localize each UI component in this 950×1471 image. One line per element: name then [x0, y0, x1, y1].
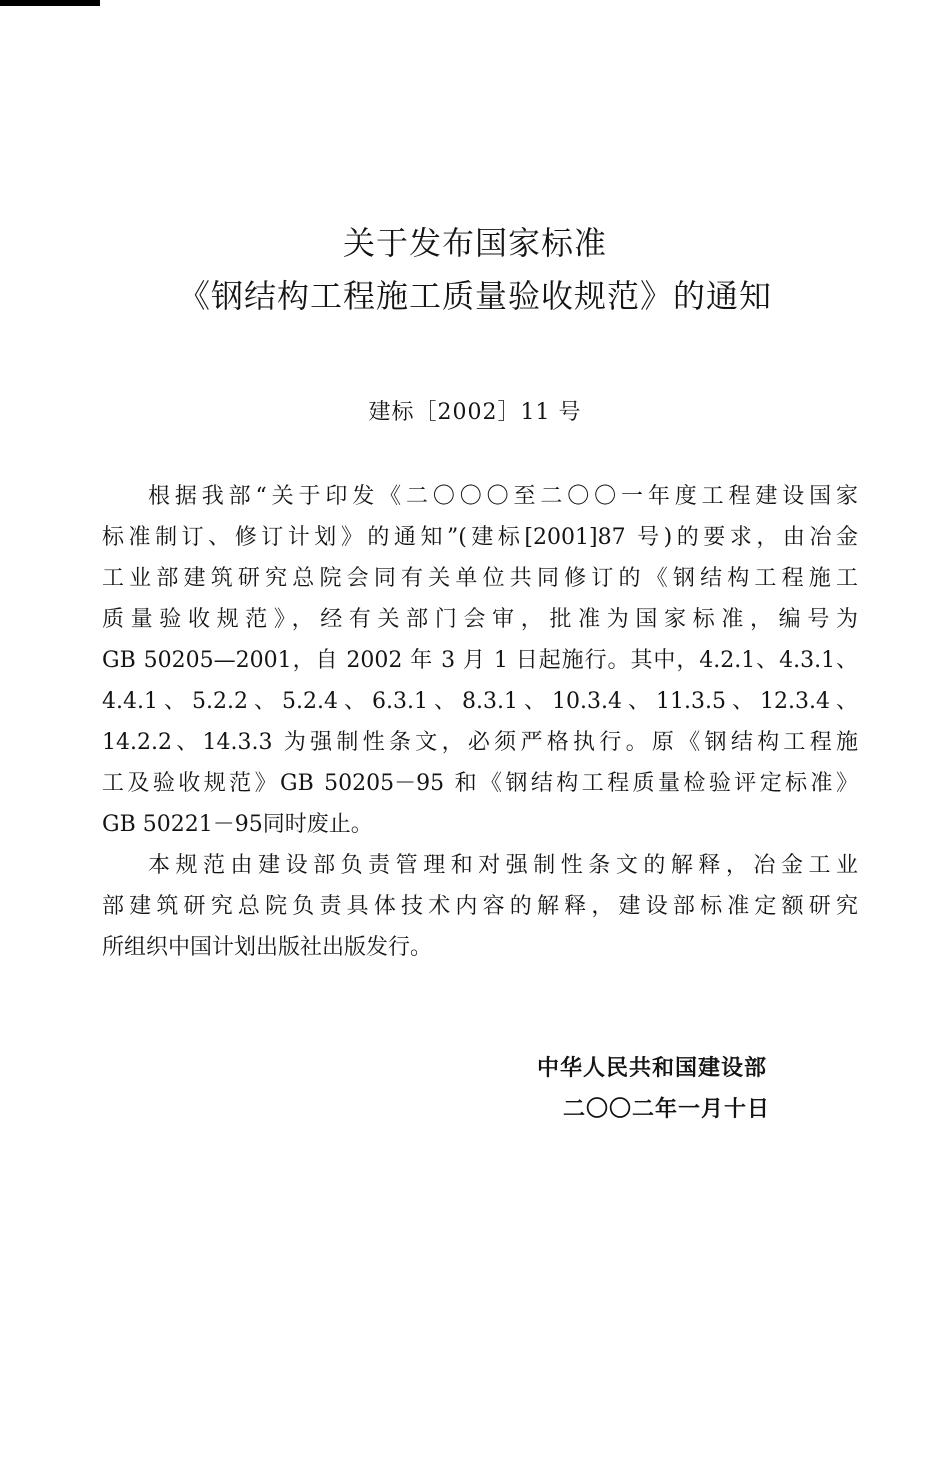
paragraph-1-line-5: GB 50205—2001，自 2002 年 3 月 1 日起施行。其中，4.2.1、4.3.1、	[102, 648, 858, 673]
paragraph-2-line-3: 所组织中国计划出版社出版发行。	[102, 935, 433, 960]
paragraph-1-line-7: 14.2.2、14.3.3 为强制性条文，必须严格执行。原《钢结构工程施	[102, 730, 858, 755]
document-title-line-2: 《钢结构工程施工质量验收规范》的通知	[177, 277, 772, 315]
paragraph-2-line-2: 部建筑研究总院负责具体技术内容的解释，建设部标准定额研究	[102, 894, 858, 919]
scan-edge-mark	[0, 0, 100, 6]
issuing-authority: 中华人民共和国建设部	[537, 1056, 768, 1081]
document-title-line-1: 关于发布国家标准	[342, 224, 607, 262]
paragraph-1-line-3: 工业部建筑研究总院会同有关单位共同修订的《钢结构工程施工	[102, 566, 858, 591]
paragraph-1-line-2: 标准制订、修订计划》的通知”(建标[2001]87 号)的要求，由冶金	[102, 525, 858, 550]
paragraph-1-line-1: 根据我部“关于印发《二〇〇〇至二〇〇一年度工程建设国家	[148, 484, 858, 509]
paragraph-1-line-9: GB 50221－95同时废止。	[102, 812, 373, 837]
paragraph-1-line-4: 质量验收规范》，经有关部门会审，批准为国家标准，编号为	[102, 607, 858, 632]
paragraph-2-line-1: 本规范由建设部负责管理和对强制性条文的解释，冶金工业	[148, 853, 858, 878]
issue-date: 二〇〇二年一月十日	[563, 1097, 771, 1122]
paragraph-1-line-8: 工及验收规范》GB 50205－95 和《钢结构工程质量检验评定标准》	[102, 771, 858, 796]
document-number: 建标［2002］11 号	[368, 400, 582, 425]
paragraph-1-line-6: 4.4.1、5.2.2、5.2.4、6.3.1、8.3.1、10.3.4、11.3.5、12.3.4、	[102, 689, 858, 714]
